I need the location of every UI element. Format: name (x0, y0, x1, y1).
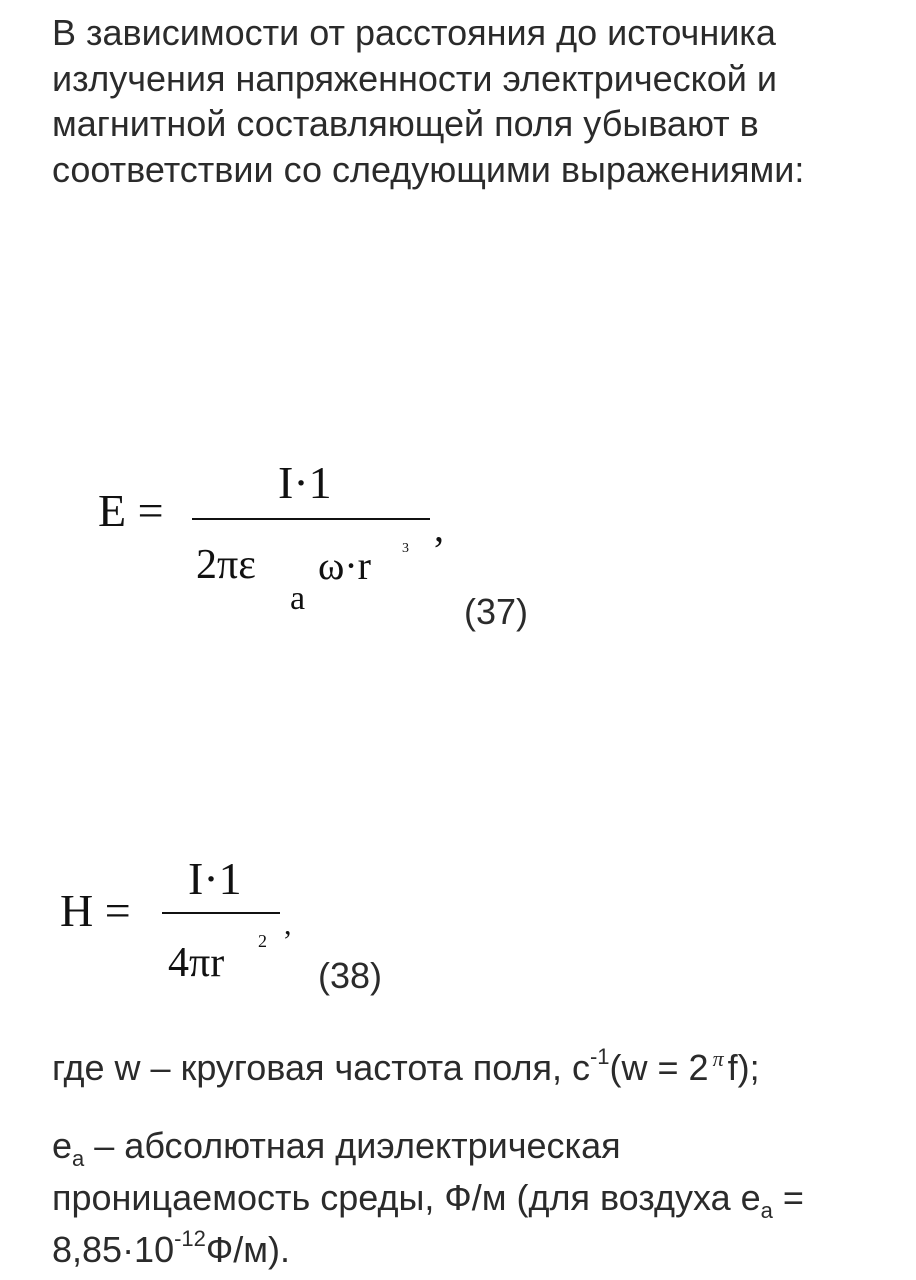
epsilon-text-1: – абсолютная диэлектрическая проницаемость среды, Ф/м (для воздуха e (52, 1125, 761, 1218)
formula-37-number: (37) (464, 591, 529, 632)
formula-37-comma: , (434, 505, 444, 550)
formula-37-fraction-bar (192, 518, 430, 520)
formula-38-number: (38) (318, 955, 383, 996)
epsilon-symbol-subscript: a (72, 1146, 85, 1171)
epsilon-text-3: Ф/м). (205, 1229, 291, 1270)
formula-38-comma: , (284, 908, 292, 941)
where-paren-open: (w = 2 (609, 1047, 709, 1088)
where-paren-close: f); (727, 1047, 760, 1088)
formula-37-numerator: I·1 (278, 457, 332, 508)
epsilon-paragraph (52, 1120, 882, 1276)
formula-37-subscript: a (290, 580, 306, 617)
epsilon-symbol: e (52, 1125, 73, 1166)
formula-37-exponent: 3 (402, 541, 409, 556)
pi-symbol: π (712, 1046, 724, 1071)
where-paragraph (52, 1042, 882, 1094)
where-text: где w – круговая частота поля, с (52, 1047, 590, 1088)
formula-37-denominator-b: ω·r (318, 543, 371, 588)
formula-38-numerator: I·1 (188, 853, 242, 904)
formula-37-denominator-a: 2πε (196, 542, 256, 588)
epsilon-exponent: -12 (174, 1226, 206, 1251)
formula-38-lhs: H = (60, 885, 131, 936)
formula-38-denominator: 4πr (168, 940, 225, 986)
intro-paragraph: В зависимости от расстояния до источника излучения напряженности электрической и магнитной составляющей поля убывают в соответствии со следующими выражениями: (52, 12, 805, 190)
formula-38-exponent: 2 (258, 931, 267, 951)
formula-38-fraction-bar (162, 912, 280, 914)
where-exponent: -1 (589, 1044, 610, 1069)
epsilon-air-subscript: a (760, 1198, 773, 1223)
formula-37-lhs: E = (98, 485, 164, 536)
epsilon-text-2: = 8,85·10 (52, 1177, 804, 1270)
